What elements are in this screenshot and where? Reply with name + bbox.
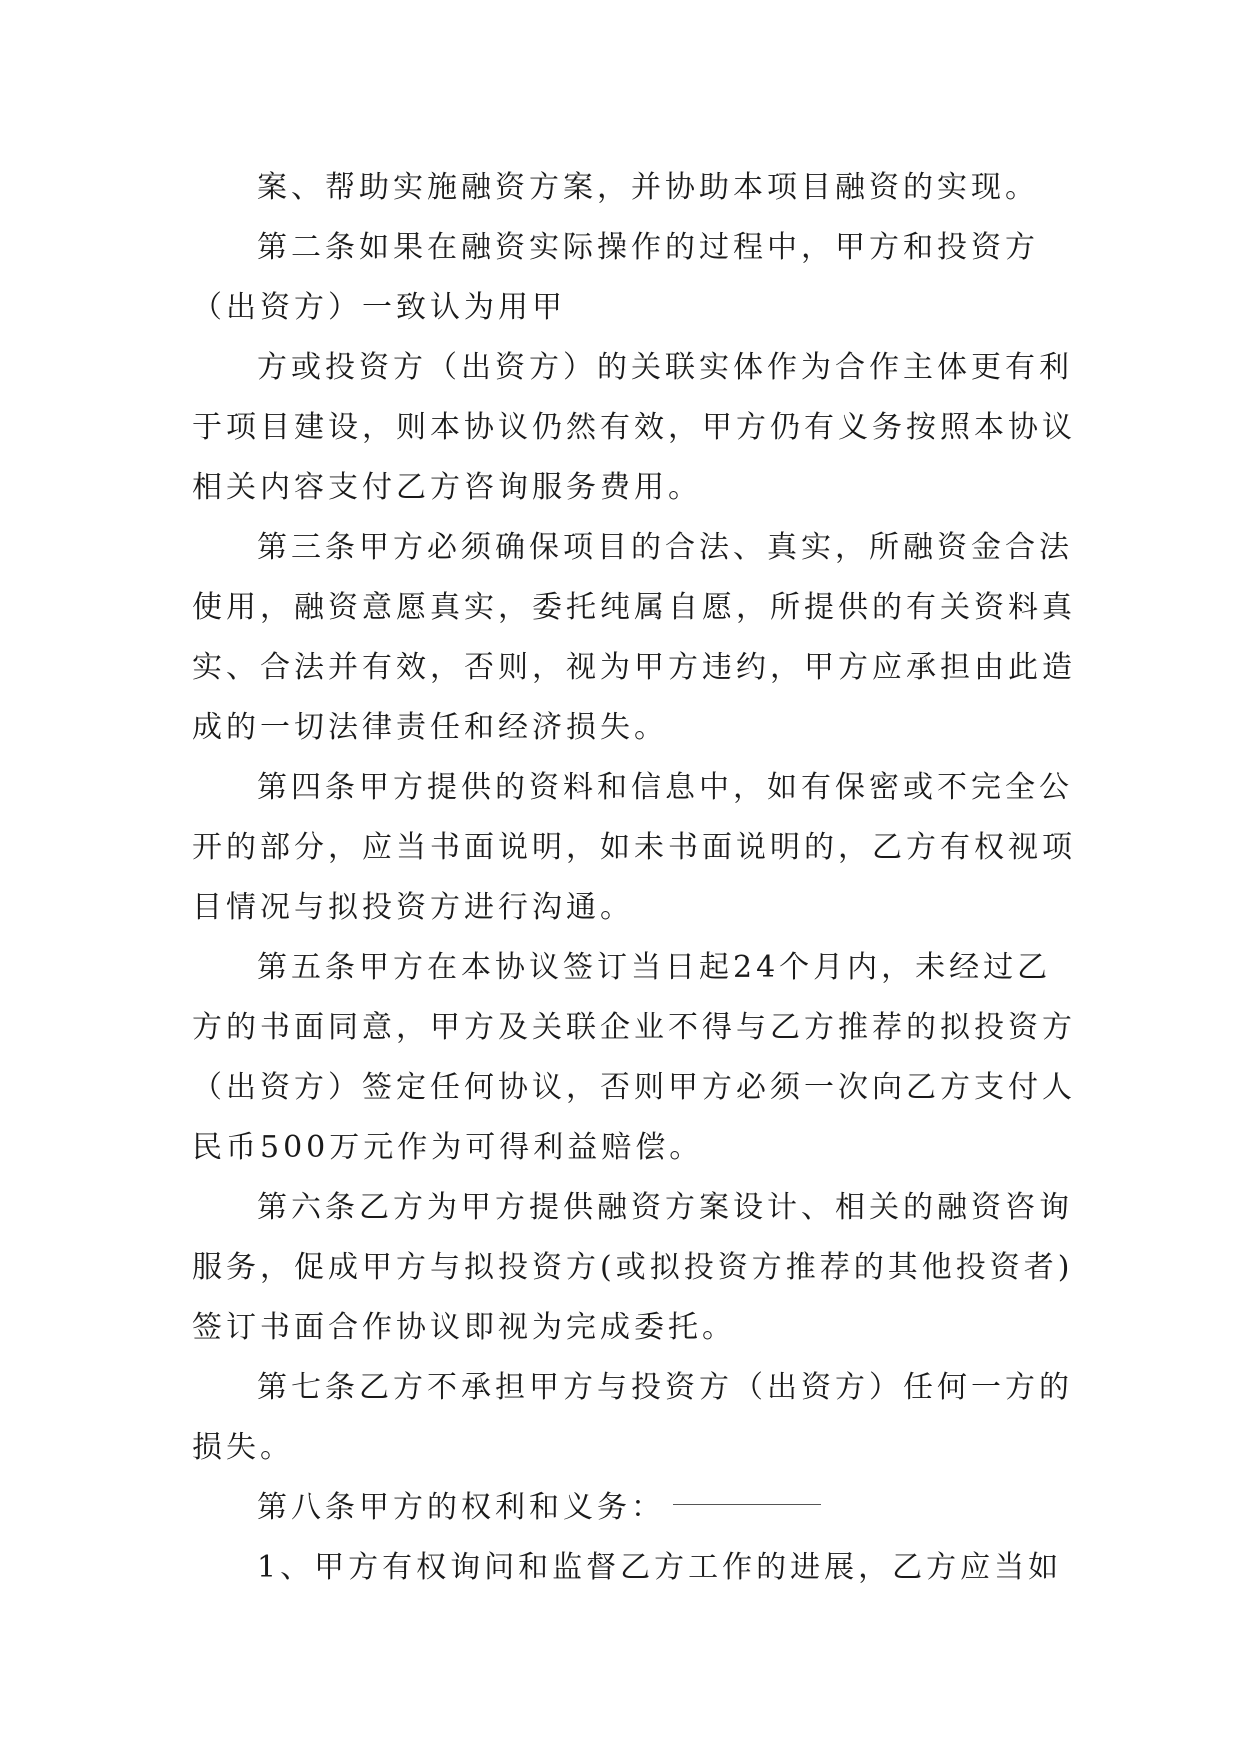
- text-line: 签订书面合作协议即视为完成委托。: [192, 1310, 736, 1345]
- text-line: 使用，融资意愿真实，委托纯属自愿，所提供的有关资料真: [192, 590, 1076, 625]
- text-line: （出资方）签定任何协议，否则甲方必须一次向乙方支付人: [192, 1070, 1076, 1105]
- text-line: 于项目建设，则本协议仍然有效，甲方仍有义务按照本协议: [192, 410, 1076, 445]
- text-line: （出资方）一致认为用甲: [192, 290, 566, 325]
- text-line: 损失。: [192, 1430, 294, 1465]
- article-7-line: 第七条乙方不承担甲方与投资方（出资方）任何一方的: [257, 1370, 1073, 1405]
- article-6-line: 第六条乙方为甲方提供融资方案设计、相关的融资咨询: [257, 1190, 1073, 1225]
- text-line: 目情况与拟投资方进行沟通。: [192, 890, 634, 925]
- article-8-heading: 第八条甲方的权利和义务：: [257, 1490, 665, 1525]
- text-line: 案、帮助实施融资方案，并协助本项目融资的实现。: [257, 170, 1039, 205]
- text-line: 成的一切法律责任和经济损失。: [192, 710, 668, 745]
- article-3-line: 第三条甲方必须确保项目的合法、真实，所融资金合法: [257, 530, 1073, 565]
- article-4-line: 第四条甲方提供的资料和信息中，如有保密或不完全公: [257, 770, 1073, 805]
- article-2-line: 第二条如果在融资实际操作的过程中，甲方和投资方: [257, 230, 1039, 265]
- contract-text: [192, 158, 1076, 1598]
- text-line: 方或投资方（出资方）的关联实体作为合作主体更有利: [257, 350, 1073, 385]
- fill-in-blank: [673, 1503, 821, 1505]
- text-line: 1、甲方有权询问和监督乙方工作的进展，乙方应当如: [257, 1550, 1063, 1585]
- text-line: 服务，促成甲方与拟投资方(或拟投资方推荐的其他投资者): [192, 1250, 1074, 1285]
- text-line: 实、合法并有效，否则，视为甲方违约，甲方应承担由此造: [192, 650, 1076, 685]
- text-line: 开的部分，应当书面说明，如未书面说明的，乙方有权视项: [192, 830, 1076, 865]
- text-line: 方的书面同意，甲方及关联企业不得与乙方推荐的拟投资方: [192, 1010, 1076, 1045]
- article-8-line: [192, 1478, 1050, 1538]
- article-5-line: 第五条甲方在本协议签订当日起24个月内，未经过乙: [257, 950, 1052, 985]
- text-line: 相关内容支付乙方咨询服务费用。: [192, 470, 702, 505]
- text-line: 民币500万元作为可得利益赔偿。: [192, 1130, 704, 1165]
